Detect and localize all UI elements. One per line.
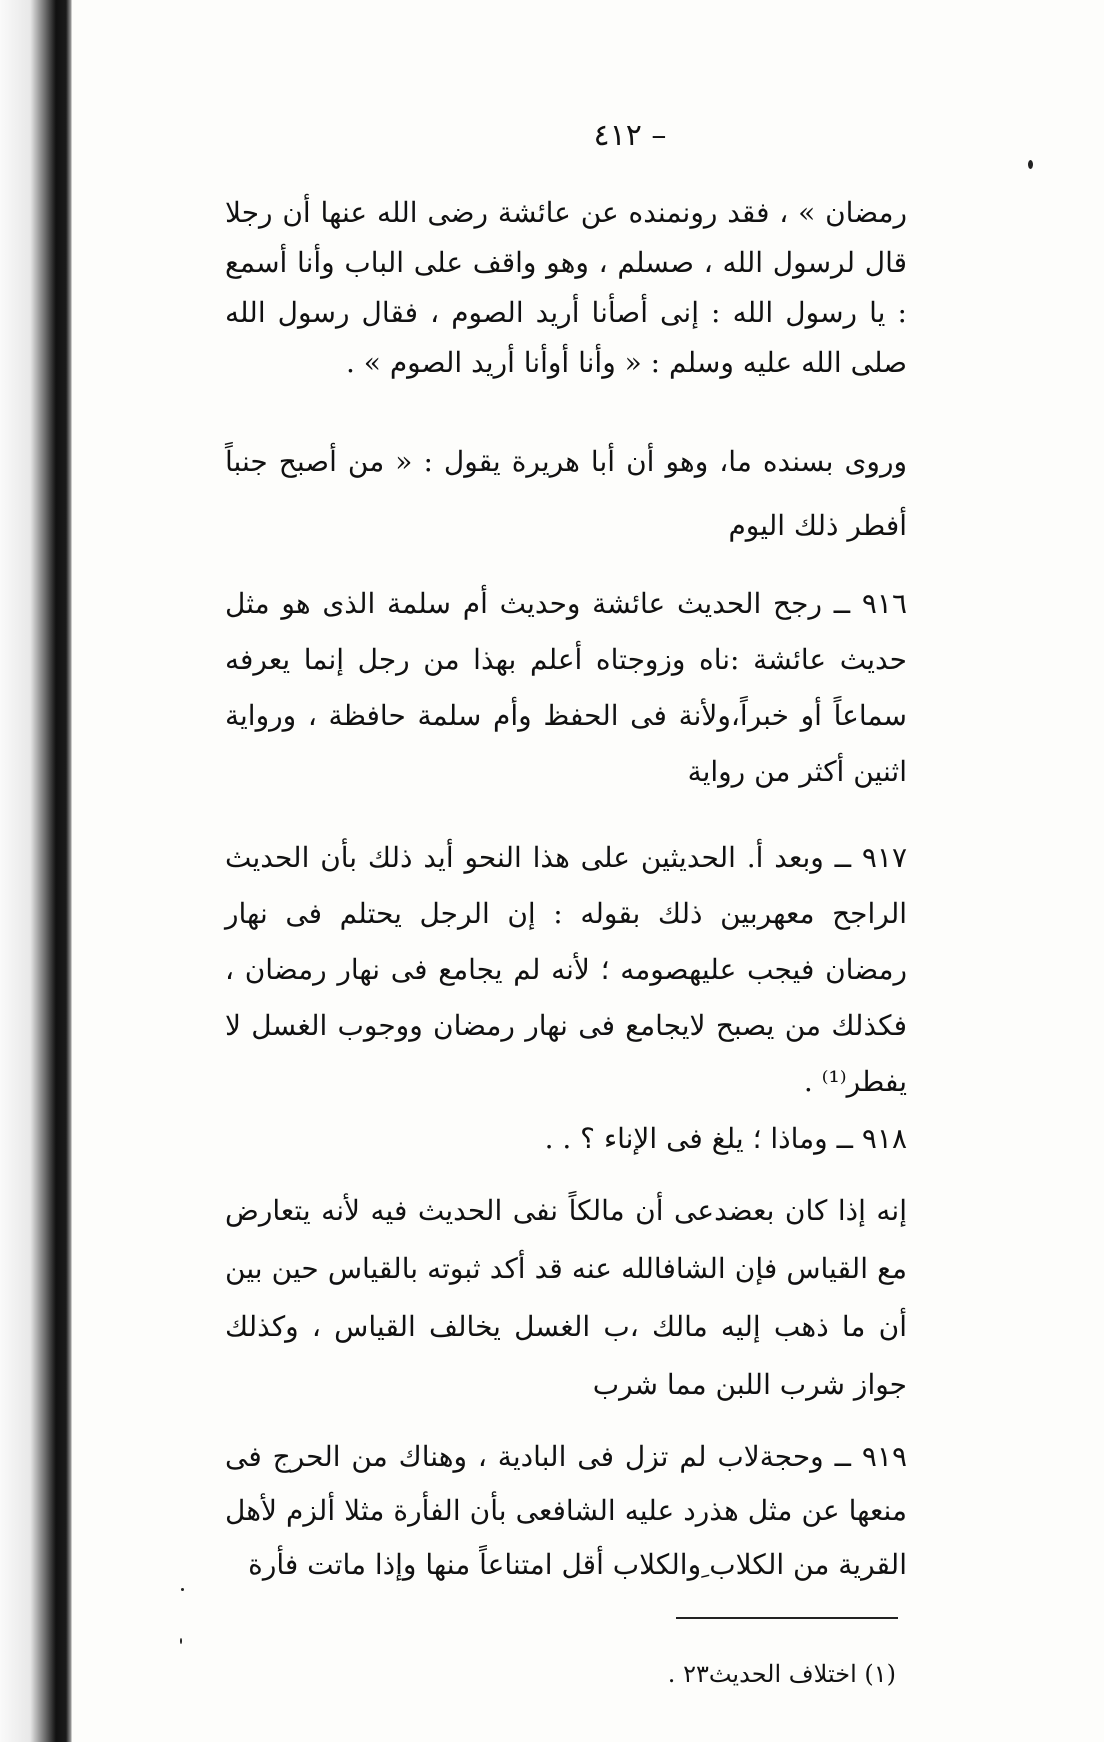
scan-speck (181, 1588, 184, 1591)
paragraph-6 (225, 1182, 907, 1414)
paragraph-text: ٩١٩ ــ وحجةلاب لم تزل فى البادية ، وهناك من الحرج فى منعها عن مثل هذرد عليه الشافعى بأن الفأرة مثلا ألزم لأهل القرية من الكلاب ِوالكلاب أقل امتناعاً منها وإذا ماتت فأرة (225, 1440, 907, 1581)
paragraph-916 (225, 576, 907, 800)
footnote: (١) اختلاف الحديث٢٣ . (667, 1660, 896, 1688)
page-number: – ٤١٢ (593, 118, 667, 153)
paragraph-text: ٩١٦ ــ رجح الحديث عائشة وحديث أم سلمة الذى هو مثل حديث عائشة :ناه وزوجتاه أعلم بهذا من رجل إنما يعرفه سماعاً أو خبراً،ولأنة فى الحفظ وأم سلمة حافظة ، ورواية اثنين أكثر من رواية (225, 587, 907, 788)
paragraph-text: رمضان » ، فقد رونمنده عن عائشة رضى الله عنها أن رجلا قال لرسول الله ، صسلم ، وهو واقف على الباب وأنا أسمع : يا رسول الله : إنى أصأنا أريد الصوم ، فقال رسول الله صلى الله عليه وسلم : « وأنا أوأنا أريد الصوم » . (225, 196, 907, 379)
paragraph-2 (225, 430, 907, 558)
paragraph-918 (225, 1114, 907, 1164)
paragraph-text: ٩١٧ ــ وبعد أ. الحديثين على هذا النحو أيد ذلك بأن الحديث الراجح معهربين ذلك بقوله : إن الرجل يحتلم فى نهار رمضان فيجب عليهصومه ؛ لأنه لم يجامع فى نهار رمضان ، فكذلك من يصبح لايجامع فى نهار رمضان ووجوب الغسل لا يفطر⁽¹⁾ . (225, 841, 907, 1098)
scan-speck (180, 1638, 182, 1644)
scan-speck (1028, 160, 1033, 169)
paragraph-text: إنه إذا كان بعضدعى أن مالكاً نفى الحديث فيه لأنه يتعارض مع القياس فإن الشافالله عنه قد أكد ثبوته بالقياس حين بين أن ما ذهب إليه مالك ،ب الغسل يخالف القياس ، وكذلك جواز شرب اللبن مما شرب (225, 1194, 907, 1401)
footnote-divider (676, 1617, 898, 1619)
page-binding-edge (0, 0, 72, 1742)
paragraph-text: وروى بسنده ما، وهو أن أبا هريرة يقول : « من أصبح جنباً أفطر ذلك اليوم (225, 445, 907, 542)
paragraph-919 (225, 1430, 907, 1592)
paragraph-text: ٩١٨ ــ وماذا ؛ يلغ فى الإناء ؟ . . (544, 1122, 907, 1155)
paragraph-1 (225, 188, 907, 388)
paragraph-917 (225, 830, 907, 1110)
